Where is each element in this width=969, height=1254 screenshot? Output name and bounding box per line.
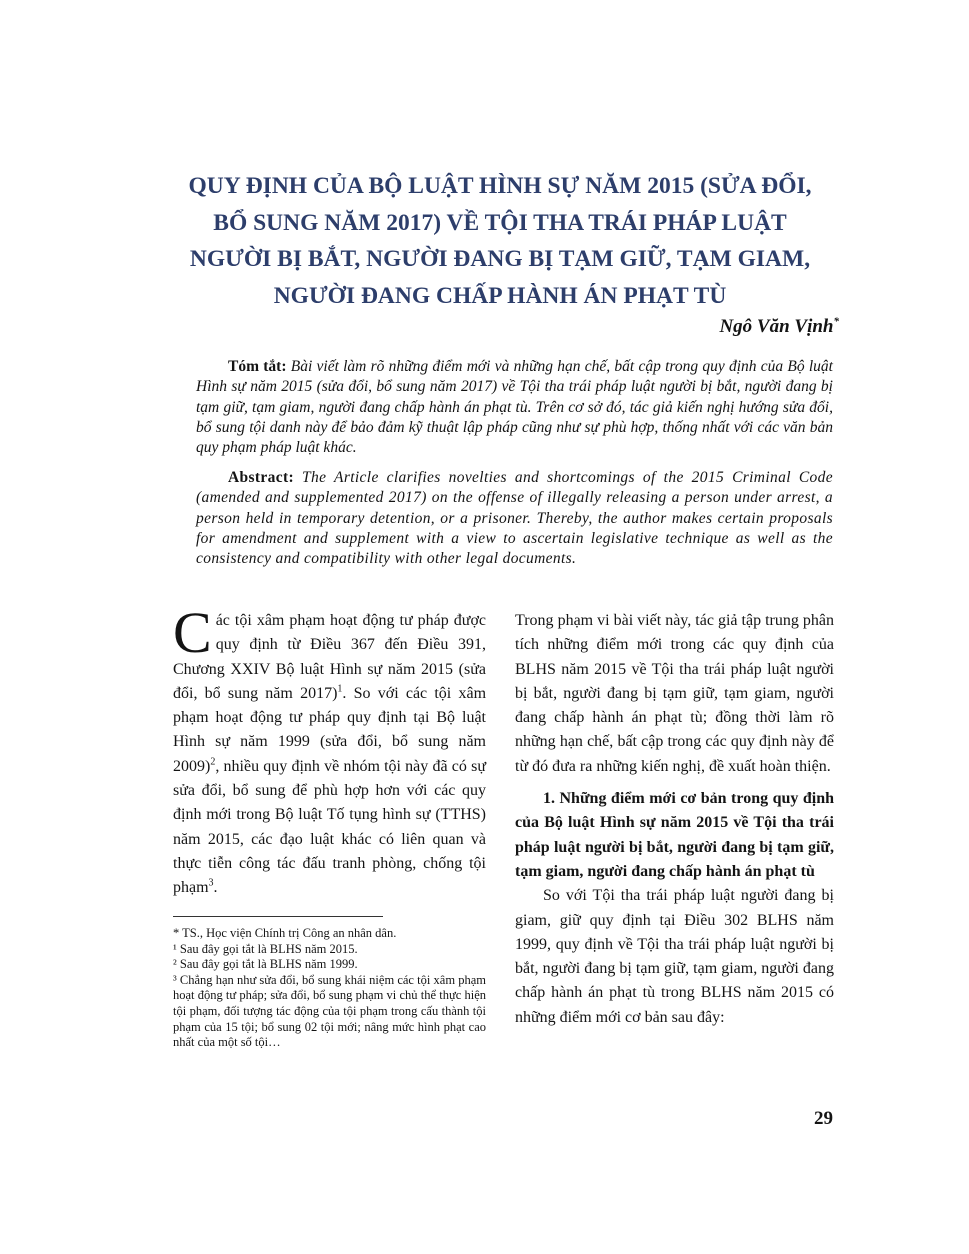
footnotes	[173, 926, 486, 1051]
summary-text: Bài viết làm rõ những điểm mới và những hạn chế, bất cập trong quy định của Bộ luật Hình sự năm 2015 (sửa đổi, bổ sung năm 2017) về Tội tha trái pháp luật người bị bắt, người đang bị tạm giữ, tạm giam, người đang chấp hành án phạt tù. Trên cơ sở đó, tác giả kiến nghị hướng sửa đổi, bổ sung tội danh này để bảo đảm kỹ thuật lập pháp cũng như sự phù hợp, thống nhất với các văn bản quy phạm pháp luật khác.	[196, 358, 833, 457]
left-column	[173, 600, 487, 901]
abstract-text: The Article clarifies novelties and shortcomings of the 2015 Criminal Code (amended and supplemented 2017) on the offense of illegally releasing a person under arrest, a person held in temporary detention, or a prisoner. Thereby, the author makes certain proposals for amendment and supplement with a view to ascertain legislative technique as well as the consistency and compatibility with other legal documents.	[196, 469, 833, 568]
intro-text-a: ác tội xâm phạm hoạt động tư pháp được quy định từ Điều 367 đến Điều 391, Chương XXIV Bộ luật Hình sự năm 2015 (sửa đổi, bổ sung năm 2017)	[173, 612, 486, 702]
author-name: Ngô Văn Vịnh	[719, 316, 834, 337]
footnote-2: ² Sau đây gọi tắt là BLHS năm 1999.	[173, 957, 358, 972]
footnote-author: * TS., Học viện Chính trị Công an nhân dân.	[173, 926, 397, 940]
intro-text-d: .	[213, 879, 218, 897]
title-line: BỔ SUNG NĂM 2017) VỀ TỘI THA TRÁI PHÁP LUẬT	[213, 209, 787, 236]
footnote-3: ³ Chẳng hạn như sửa đổi, bổ sung khái niệm các tội xâm phạm hoạt động tư pháp; sửa đổi, bổ sung phạm vi chủ thể thực hiện tội phạm, đối tượng tác động của tội phạm trong cấu thành tội phạm của 15 tội; bổ sung 02 tội mới; nâng mức hình phạt cao nhất của một số tội…	[173, 972, 486, 1050]
footnote-ref-2[interactable]: 2	[210, 756, 216, 768]
summary-vietnamese	[196, 357, 833, 458]
footnote-ref-3[interactable]: 3	[208, 877, 214, 889]
title-line: NGƯỜI BỊ BẮT, NGƯỜI ĐANG BỊ TẠM GIỮ, TẠM GIAM,	[189, 246, 811, 272]
article-title	[150, 168, 850, 314]
scope-paragraph: Trong phạm vi bài viết này, tác giả tập trung phân tích những điểm mới trong các quy định của BLHS năm 2015 về Tội tha trái pháp luật người bị bắt, người đang bị tạm giữ, tạm giam, người đang chấp hành án phạt tù; đồng thời làm rõ những hạn chế, bất cập trong các quy định này để từ đó đưa ra những kiến nghị, đề xuất hoàn thiện.	[515, 612, 834, 775]
summary-english	[196, 468, 833, 569]
author-footnote-mark: *	[833, 315, 839, 328]
intro-text-c: , nhiều quy định về nhóm tội này đã có sự sửa đổi, bổ sung để phù hợp hơn với các quy định mới trong Bộ luật Tố tụng hình sự (TTHS) năm 2015, các đạo luật khác có liên quan và thực tiễn công tác đấu tranh phòng, chống tội phạm	[173, 757, 486, 897]
footnote-1: ¹ Sau đây gọi tắt là BLHS năm 2015.	[173, 941, 358, 956]
section-heading: 1. Những điểm mới cơ bản trong quy định của Bộ luật Hình sự năm 2015 về Tội tha trái pháp luật người bị bắt, người đang bị tạm giữ, tạm giam, người đang chấp hành án phạt tù	[515, 790, 834, 880]
title-line: NGƯỜI ĐANG CHẤP HÀNH ÁN PHẠT TÙ	[273, 282, 727, 309]
intro-text-b: . So với các tội xâm phạm hoạt động tư pháp quy định tại Bộ luật Hình sự năm 1999 (sửa đổi, bổ sung năm 2009)	[173, 684, 487, 775]
drop-cap: C	[173, 600, 212, 665]
abstract-label: Abstract:	[228, 469, 294, 486]
footnote-ref-1[interactable]: 1	[337, 683, 343, 695]
summary-label: Tóm tắt:	[228, 358, 287, 375]
footnote-divider	[173, 916, 383, 917]
intro-paragraph	[173, 600, 487, 901]
author-byline	[560, 316, 839, 338]
comparison-paragraph: So với Tội tha trái pháp luật người đang bị giam, giữ quy định tại Điều 302 BLHS năm 1999, quy định về Tội tha trái pháp luật người bị bắt, người đang bị tạm giữ, tạm giam, người đang chấp hành án phạt tù trong BLHS năm 2015 có những điểm mới cơ bản sau đây:	[515, 887, 834, 1026]
page-number: 29	[814, 1108, 833, 1129]
title-line: QUY ĐỊNH CỦA BỘ LUẬT HÌNH SỰ NĂM 2015 (SỬA ĐỔI,	[188, 173, 812, 199]
right-column	[515, 609, 834, 1030]
